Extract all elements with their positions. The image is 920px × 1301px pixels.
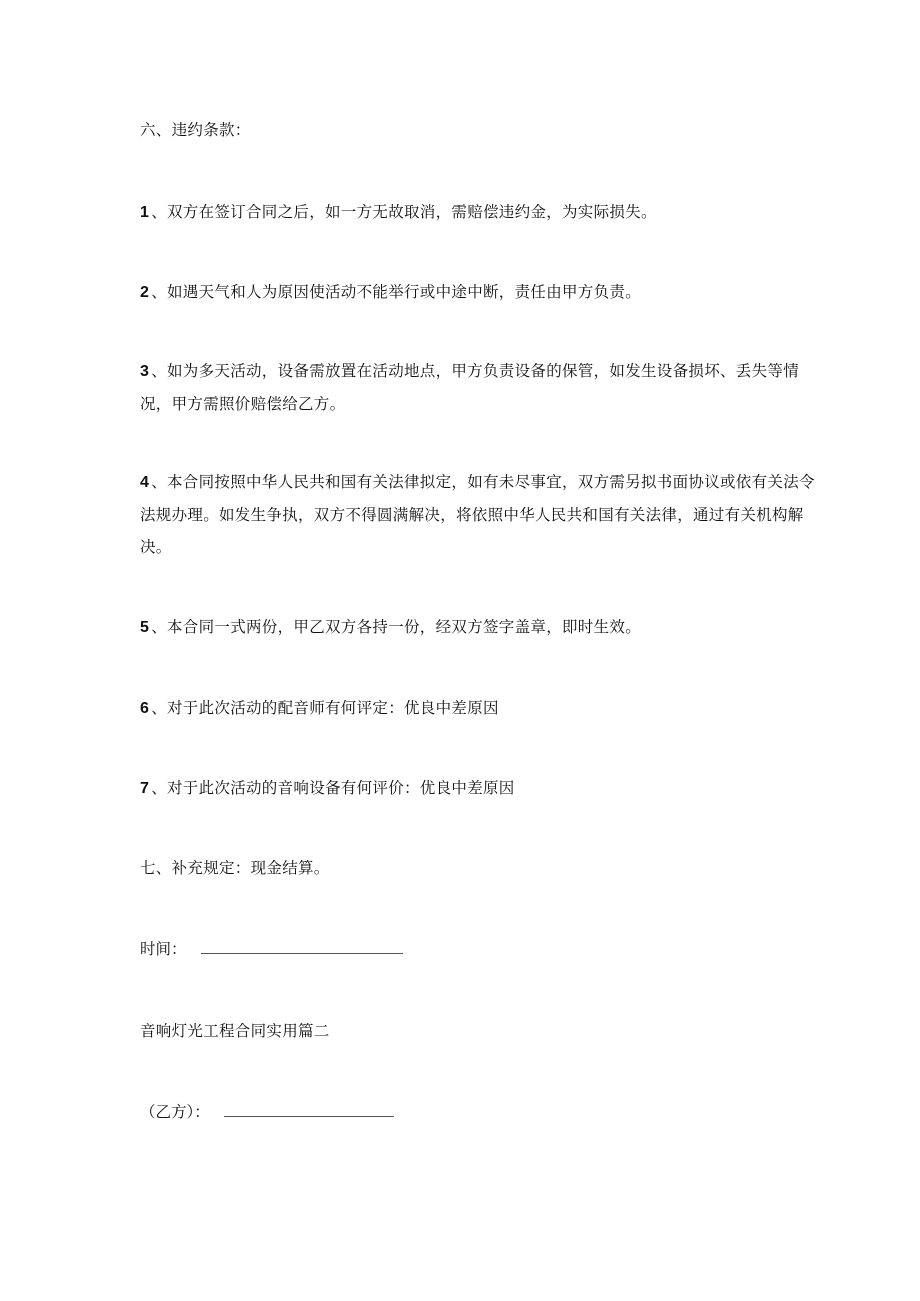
clause-number: 6 [140,700,150,717]
clause-4 [140,466,820,563]
clause-3 [140,355,820,420]
clause-6 [140,692,820,725]
clause-number: 5 [140,619,150,636]
party-b-label: （乙方）： [140,1103,210,1121]
clause-1 [140,196,820,229]
clause-text: 、本合同按照中华人民共和国有关法律拟定，如有未尽事宜，双方需另拟书面协议或依有关法令法规办理。如发生争执，双方不得圆满解决，将依照中华人民共和国有关法律，通过有关机构解决。 [140,473,815,556]
clause-2 [140,276,820,309]
clause-text: 、对于此次活动的音响设备有何评价：优良中差原因 [151,779,515,797]
clause-number: 4 [140,474,150,491]
time-field [140,933,403,965]
clause-text: 、对于此次活动的配音师有何评定：优良中差原因 [151,699,499,717]
next-contract-title: 音响灯光工程合同实用篇二 [140,1022,330,1040]
section6-heading: 六、违约条款： [140,121,251,139]
party-b-field [140,1096,394,1128]
time-label: 时间： [140,940,187,958]
time-blank-line[interactable] [201,933,403,954]
clause-text: 、双方在签订合同之后，如一方无故取消，需赔偿违约金，为实际损失。 [151,203,657,221]
party-b-blank-line[interactable] [224,1096,394,1117]
clause-number: 2 [140,284,150,301]
clause-number: 1 [140,204,150,221]
section7-supplement: 七、补充规定：现金结算。 [140,859,330,877]
clause-text: 、本合同一式两份，甲乙双方各持一份，经双方签字盖章，即时生效。 [151,618,642,636]
clause-number: 3 [140,363,150,380]
clause-text: 、如为多天活动，设备需放置在活动地点，甲方负责设备的保管，如发生设备损坏、丢失等情况，甲方需照价赔偿给乙方。 [140,362,800,413]
clause-7 [140,772,820,805]
clause-5 [140,611,820,644]
clause-text: 、如遇天气和人为原因使活动不能举行或中途中断，责任由甲方负责。 [151,283,642,301]
clause-number: 7 [140,780,150,797]
